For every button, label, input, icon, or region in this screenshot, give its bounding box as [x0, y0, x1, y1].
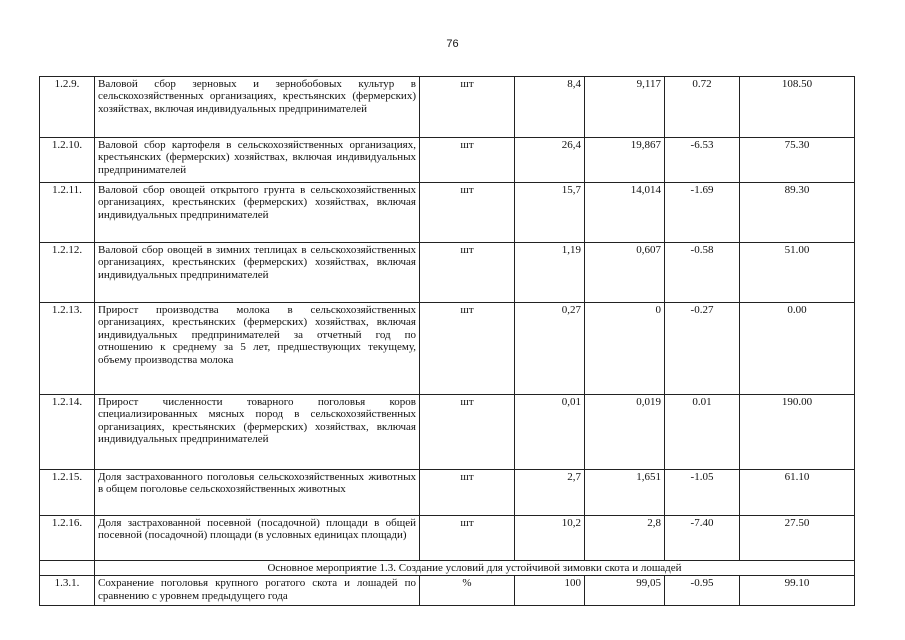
row-fact-value: 19,867 — [585, 138, 665, 183]
row-unit-cell: шт — [420, 243, 515, 303]
row-name-cell: Доля застрахованной посевной (посадочной) площади в общей посевной (посадочной) площади (в условных единицах площади) — [95, 516, 420, 561]
row-deviation-value: -0.58 — [665, 243, 740, 303]
row-percent-value: 99.10 — [740, 576, 855, 606]
page-number: 76 — [446, 38, 459, 50]
row-plan-value: 0,01 — [515, 395, 585, 470]
row-fact-value: 0,019 — [585, 395, 665, 470]
row-plan-value: 2,7 — [515, 470, 585, 516]
row-code-cell: 1.2.16. — [40, 516, 95, 561]
row-fact-value: 9,117 — [585, 77, 665, 138]
row-unit-cell: шт — [420, 77, 515, 138]
section-title: Основное мероприятие 1.3. Создание условий для устойчивой зимовки скота и лошадей — [95, 561, 855, 576]
row-name-cell: Прирост численности товарного поголовья коров специализированных мясных пород в сельскохозяйственных организациях, крестьянских (фермерских) хозяйствах, включая индивидуальных предпринимателей — [95, 395, 420, 470]
row-code-cell: 1.2.12. — [40, 243, 95, 303]
row-code-cell: 1.2.10. — [40, 138, 95, 183]
section-row — [40, 561, 855, 576]
row-deviation-value: -6.53 — [665, 138, 740, 183]
row-unit-cell: шт — [420, 516, 515, 561]
row-fact-value: 1,651 — [585, 470, 665, 516]
row-name-cell: Валовой сбор овощей в зимних теплицах в сельскохозяйственных организациях, крестьянских (фермерских) хозяйствах, включая индивидуальных предпринимателей — [95, 243, 420, 303]
row-plan-value: 15,7 — [515, 183, 585, 243]
section-empty-cell — [40, 561, 95, 576]
row-fact-value: 0 — [585, 303, 665, 395]
table-row — [40, 77, 855, 138]
row-percent-value: 0.00 — [740, 303, 855, 395]
row-percent-value: 75.30 — [740, 138, 855, 183]
row-unit-cell: шт — [420, 470, 515, 516]
row-code-cell: 1.2.9. — [40, 77, 95, 138]
table-row — [40, 576, 855, 606]
row-name-cell: Сохранение поголовья крупного рогатого скота и лошадей по сравнению с уровнем предыдущего года — [95, 576, 420, 606]
row-deviation-value: -1.69 — [665, 183, 740, 243]
row-name-cell: Валовой сбор овощей открытого грунта в сельскохозяйственных организациях, крестьянских (фермерских) хозяйствах, включая индивидуальных предпринимателей — [95, 183, 420, 243]
row-plan-value: 100 — [515, 576, 585, 606]
table-row — [40, 395, 855, 470]
row-plan-value: 1,19 — [515, 243, 585, 303]
row-code-cell: 1.2.14. — [40, 395, 95, 470]
row-deviation-value: -0.95 — [665, 576, 740, 606]
row-name-cell: Валовой сбор зерновых и зернобобовых культур в сельскохозяйственных организациях, крестьянских (фермерских) хозяйствах, включая индивидуальных предпринимателей — [95, 77, 420, 138]
table-row — [40, 138, 855, 183]
table-row — [40, 303, 855, 395]
row-deviation-value: 0.01 — [665, 395, 740, 470]
row-percent-value: 61.10 — [740, 470, 855, 516]
row-code-cell: 1.3.1. — [40, 576, 95, 606]
row-plan-value: 10,2 — [515, 516, 585, 561]
row-name-cell: Доля застрахованного поголовья сельскохозяйственных животных в общем поголовье сельскохозяйственных животных — [95, 470, 420, 516]
row-deviation-value: -7.40 — [665, 516, 740, 561]
indicators-table — [39, 76, 855, 606]
row-percent-value: 51.00 — [740, 243, 855, 303]
table-row — [40, 183, 855, 243]
row-unit-cell: шт — [420, 303, 515, 395]
row-unit-cell: % — [420, 576, 515, 606]
row-plan-value: 26,4 — [515, 138, 585, 183]
row-code-cell: 1.2.13. — [40, 303, 95, 395]
row-percent-value: 89.30 — [740, 183, 855, 243]
row-name-cell: Валовой сбор картофеля в сельскохозяйственных организациях, крестьянских (фермерских) хозяйствах, включая индивидуальных предпринимателей — [95, 138, 420, 183]
row-fact-value: 0,607 — [585, 243, 665, 303]
row-code-cell: 1.2.15. — [40, 470, 95, 516]
row-fact-value: 2,8 — [585, 516, 665, 561]
table-row — [40, 470, 855, 516]
row-fact-value: 99,05 — [585, 576, 665, 606]
table-row — [40, 516, 855, 561]
row-fact-value: 14,014 — [585, 183, 665, 243]
row-percent-value: 108.50 — [740, 77, 855, 138]
row-deviation-value: -0.27 — [665, 303, 740, 395]
row-percent-value: 27.50 — [740, 516, 855, 561]
row-plan-value: 0,27 — [515, 303, 585, 395]
row-name-cell: Прирост производства молока в сельскохозяйственных организациях, крестьянских (фермерских) хозяйствах, включая индивидуальных предпринимателей за отчетный год по отношению к среднему за 5 лет, предшествующих текущему, объему производства молока — [95, 303, 420, 395]
row-unit-cell: шт — [420, 395, 515, 470]
row-deviation-value: 0.72 — [665, 77, 740, 138]
row-code-cell: 1.2.11. — [40, 183, 95, 243]
row-percent-value: 190.00 — [740, 395, 855, 470]
row-deviation-value: -1.05 — [665, 470, 740, 516]
table-row — [40, 243, 855, 303]
row-unit-cell: шт — [420, 138, 515, 183]
row-unit-cell: шт — [420, 183, 515, 243]
row-plan-value: 8,4 — [515, 77, 585, 138]
